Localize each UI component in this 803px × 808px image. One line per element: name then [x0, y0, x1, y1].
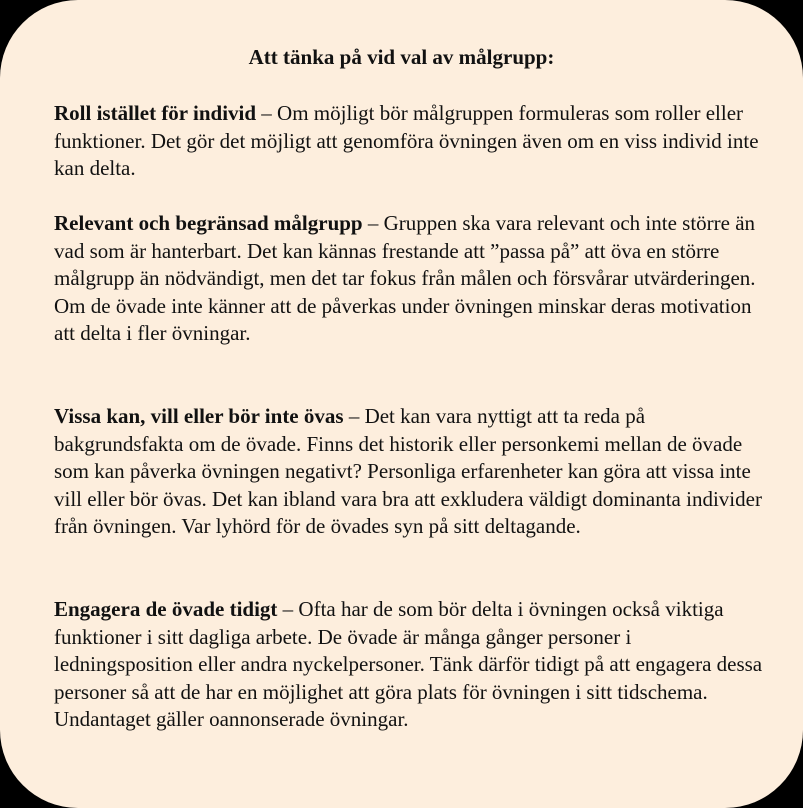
section-vissa-kan-vill-eller-bor-inte-ovas: [54, 403, 766, 541]
section-heading: Roll istället för individ: [54, 101, 257, 125]
section-heading: Relevant och begränsad målgrupp: [54, 211, 363, 235]
section-text: – Gruppen ska vara relevant och inte större än vad som är hanterbart. Det kan kännas frestande att ”passa på” att öva en större målgrupp än nödvändigt, men det tar fokus från målen och försvårar utvärderingen. Om de övade inte känner att de påverkas under övningen minskar deras motivation att delta i fler övningar.: [54, 211, 756, 345]
section-text: – Ofta har de som bör delta i övningen också viktiga funktioner i sitt dagliga arbete. De övade är många gånger personer i ledningsposition eller andra nyckelpersoner. Tänk därför tidigt på att engagera dessa personer så att de har en möjlighet att göra plats för övningen i sitt tidschema. Undantaget gäller oannonserade övningar.: [54, 597, 763, 731]
section-text: – Det kan vara nyttigt att ta reda på bakgrundsfakta om de övade. Finns det historik eller personkemi mellan de övade som kan påverka övningen negativt? Personliga erfarenheter kan göra att vissa inte vill eller bör övas. Det kan ibland vara bra att exkludera väldigt dominanta individer från övningen. Var lyhörd för de övades syn på sitt deltagande.: [54, 404, 762, 538]
box-title: Att tänka på vid val av målgrupp:: [248, 45, 555, 69]
section-engagera-de-ovade-tidigt: [54, 596, 766, 734]
section-roll-istallet-for-individ: [54, 100, 766, 183]
section-text: – Om möjligt bör målgruppen formuleras som roller eller funktioner. Det gör det möjligt att genomföra övningen även om en viss individ inte kan delta.: [54, 101, 759, 180]
section-relevant-och-begransad-malgrupp: [54, 210, 766, 348]
section-heading: Engagera de övade tidigt: [54, 597, 278, 621]
section-heading: Vissa kan, vill eller bör inte övas: [54, 404, 344, 428]
